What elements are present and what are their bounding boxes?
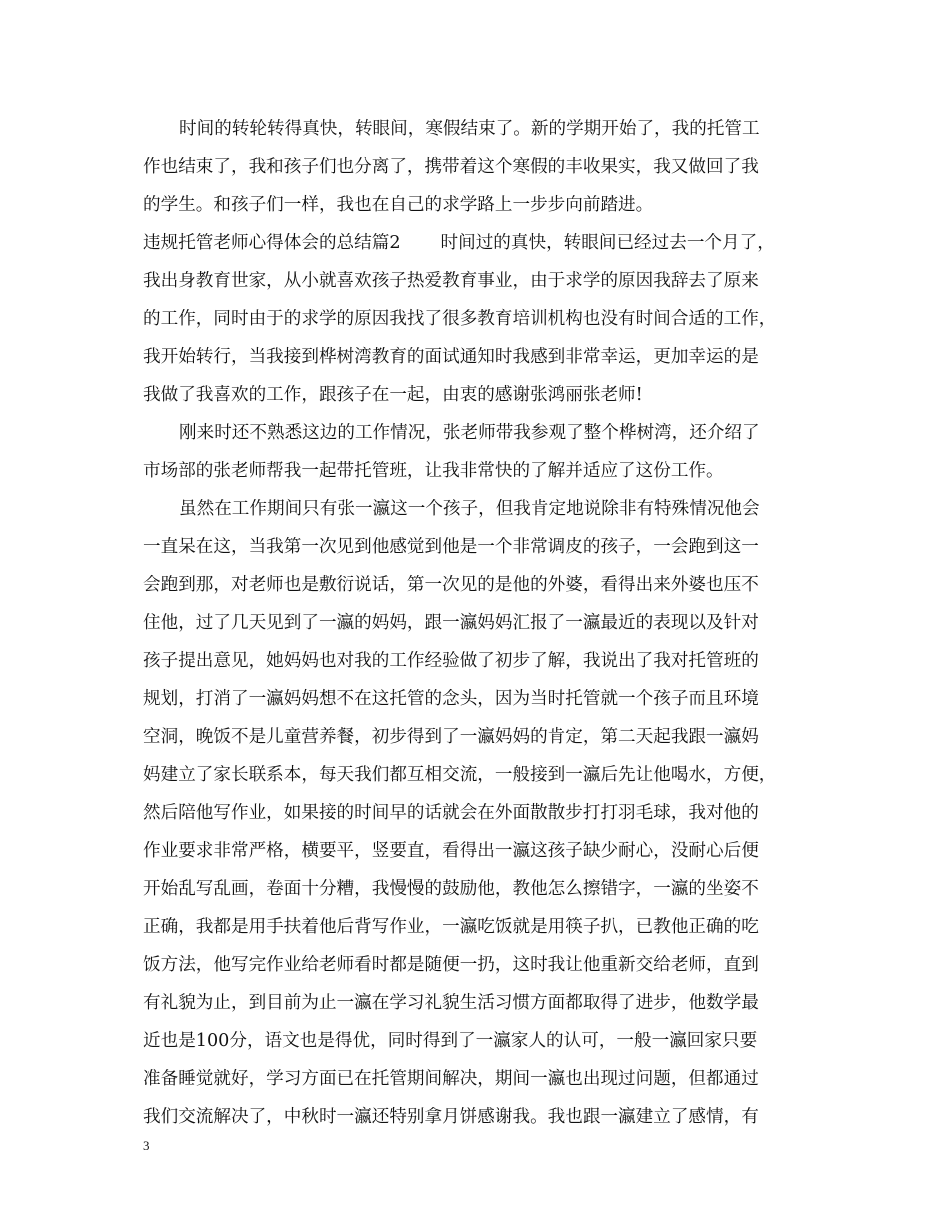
paragraph-line: 住他，过了几天见到了一瀛的妈妈，跟一瀛妈妈汇报了一瀛最近的表现以及针对 (143, 613, 759, 633)
section-heading: 违规托管老师心得体会的总结篇2 (143, 233, 401, 253)
paragraph-line: 作也结束了，我和孩子们也分离了，携带着这个寒假的丰收果实，我又做回了我 (143, 157, 759, 177)
heading-continuation-text: 时间过的真快，转眼间已经过去一个月了， (440, 233, 775, 253)
paragraph-line: 我们交流解决了，中秋时一瀛还特别拿月饼感谢我。我也跟一瀛建立了感情，有 (143, 1107, 759, 1127)
paragraph-line: 我出身教育世家，从小就喜欢孩子热爱教育事业，由于求学的原因我辞去了原来 (143, 271, 759, 291)
paragraph-line: 会跑到那，对老师也是敷衍说话，第一次见的是他的外婆，看得出来外婆也压不 (143, 575, 759, 595)
page-number: 3 (143, 1138, 150, 1153)
paragraph-line: 市场部的张老师帮我一起带托管班，让我非常快的了解并适应了这份工作。 (143, 461, 724, 481)
paragraph-line: 时间的转轮转得真快，转眼间，寒假结束了。新的学期开始了，我的托管工 (179, 119, 760, 139)
paragraph-line: 饭方法，他写完作业给老师看时都是随便一扔，这时我让他重新交给老师，直到 (143, 955, 759, 975)
paragraph-line: 正确，我都是用手扶着他后背写作业，一瀛吃饭就是用筷子扒，已教他正确的吃 (143, 917, 759, 937)
paragraph-line: 准备睡觉就好，学习方面已在托管期间解决，期间一瀛也出现过问题，但都通过 (143, 1069, 759, 1089)
paragraph-line: 作业要求非常严格，横要平，竖要直，看得出一瀛这孩子缺少耐心，没耐心后便 (143, 841, 759, 861)
paragraph-line: 空洞，晚饭不是儿童营养餐，初步得到了一瀛妈妈的肯定，第二天起我跟一瀛妈 (143, 727, 759, 747)
paragraph-line: 虽然在工作期间只有张一瀛这一个孩子，但我肯定地说除非有特殊情况他会 (179, 499, 760, 519)
paragraph-line: 我开始转行，当我接到桦树湾教育的面试通知时我感到非常幸运，更加幸运的是 (143, 347, 759, 367)
section-heading-line (143, 232, 823, 254)
paragraph-line: 有礼貌为止，到目前为止一瀛在学习礼貌生活习惯方面都取得了进步，他数学最 (143, 993, 759, 1013)
paragraph-line: 一直呆在这，当我第一次见到他感觉到他是一个非常调皮的孩子，一会跑到这一 (143, 537, 759, 557)
paragraph-line: 妈建立了家长联系本，每天我们都互相交流，一般接到一瀛后先让他喝水，方便， (143, 765, 777, 785)
paragraph-line: 的学生。和孩子们一样，我也在自己的求学路上一步步向前踏进。 (143, 195, 654, 215)
paragraph-line: 的工作，同时由于的求学的原因我找了很多教育培训机构也没有时间合适的工作， (143, 309, 777, 329)
paragraph-line: 然后陪他写作业，如果接的时间早的话就会在外面散散步打打羽毛球，我对他的 (143, 803, 759, 823)
paragraph-line: 刚来时还不熟悉这边的工作情况，张老师带我参观了整个桦树湾，还介绍了 (179, 423, 760, 443)
paragraph-line: 孩子提出意见，她妈妈也对我的工作经验做了初步了解，我说出了我对托管班的 (143, 651, 759, 671)
paragraph-line: 开始乱写乱画，卷面十分糟，我慢慢的鼓励他，教他怎么擦错字，一瀛的坐姿不 (143, 879, 759, 899)
paragraph-line: 近也是100分，语文也是得优，同时得到了一瀛家人的认可，一般一瀛回家只要 (143, 1031, 758, 1051)
paragraph-line: 我做了我喜欢的工作，跟孩子在一起，由衷的感谢张鸿丽张老师! (143, 385, 643, 405)
paragraph-line: 规划，打消了一瀛妈妈想不在这托管的念头，因为当时托管就一个孩子而且环境 (143, 689, 759, 709)
